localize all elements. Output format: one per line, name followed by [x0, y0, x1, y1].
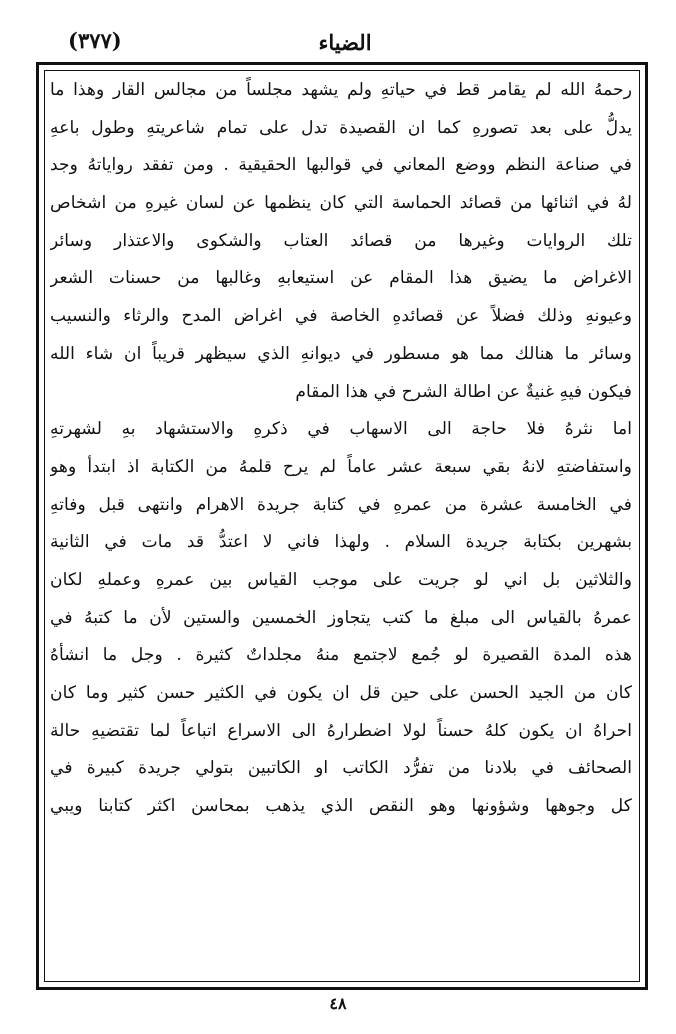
text-line: كان من الجيد الحسن على حين قل ان يكون في الكثير حسن كثير وما كان [50, 683, 632, 703]
paragraph-1 [50, 72, 632, 411]
header-page-number: (٣٧٧) [68, 28, 122, 53]
text-line: بشهرين بكتابة جريدة السلام . ولهذا فاني لا اعتدُّ قد مات في الثانية [50, 532, 632, 553]
text-line: كل وجوهها وشؤونها وهو النقص الذي يذهب بمحاسن اكثر كتابنا ويبي [50, 796, 632, 817]
text-line: يدلُّ على بعد تصورهِ كما ان القصيدة تدل على تمام شاعريتهِ وطول باعهِ [50, 117, 632, 138]
text-line: والثلاثين بل اني لو جريت على موجب القياس بين عمرهِ وعملهِ لكان [50, 569, 632, 590]
text-line: اما نثرهُ فلا حاجة الى الاسهاب في ذكرهِ والاستشهاد بهِ لشهرتهِ [50, 419, 632, 440]
text-line: في الخامسة عشرة من عمرهِ في كتابة جريدة الاهرام وانتهى قبل وفاتهِ [50, 494, 632, 515]
paragraph-2 [50, 411, 632, 826]
text-line: الاغراض ما يضيق هذا المقام عن استيعابهِ وغالبها من حسنات الشعر [50, 268, 632, 289]
page-header [60, 22, 630, 62]
header-title: الضياء [318, 30, 372, 55]
footer-page-number: ٤٨ [329, 994, 347, 1013]
text-line: احراهُ ان يكون كلهُ حسناً لولا اضطرارهُ الى الاسراع اتباعاً لما تقتضيهِ حالة [50, 720, 632, 741]
text-line: عمرهُ بالقياس الى مبلغ ما كتب يتجاوز الخمسين والستين لأن ما كتبهُ في [50, 607, 632, 628]
text-line: الصحائف في بلادنا من تفرُّد الكاتب او الكاتبين بتولي جريدة كبيرة في [50, 758, 632, 779]
text-line: لهُ في اثنائها من قصائد الحماسة التي كان ينظمها عن لسان غيرهِ من اشخاص [50, 193, 632, 214]
text-line: وعيونهِ وذلك فضلاً عن قصائدهِ الخاصة في اغراض المدح والرثاء والنسيب [50, 306, 632, 327]
text-line: فيكون فيهِ غنيةٌ عن اطالة الشرح في هذا المقام [295, 381, 632, 402]
text-line: واستفاضتهِ لانهُ بقي سبعة عشر عاماً لم يرح قلمهُ من الكتابة اذ ابتدأ وهو [50, 456, 632, 477]
text-line: وسائر ما هنالك مما هو مسطور في ديوانهِ الذي سيظهر قريباً ان شاء الله [50, 343, 632, 364]
text-line: رحمهُ الله لم يقامر قط في حياتهِ ولم يشهد مجلساً من مجالس القار وهذا ما [50, 80, 632, 100]
text-body [50, 72, 632, 826]
text-line: في صناعة النظم ووضع المعاني في قوالبها الحقيقية . ومن تفقد رواياتهُ وجد [50, 155, 632, 176]
text-line: تلك الروايات وغيرها من قصائد العتاب والشكوى والاعتذار وسائر [50, 230, 632, 251]
text-line: هذه المدة القصيرة لو جُمع لاجتمع منهُ مجلداتٌ كثيرة . وجل ما انشأهُ [50, 645, 632, 666]
